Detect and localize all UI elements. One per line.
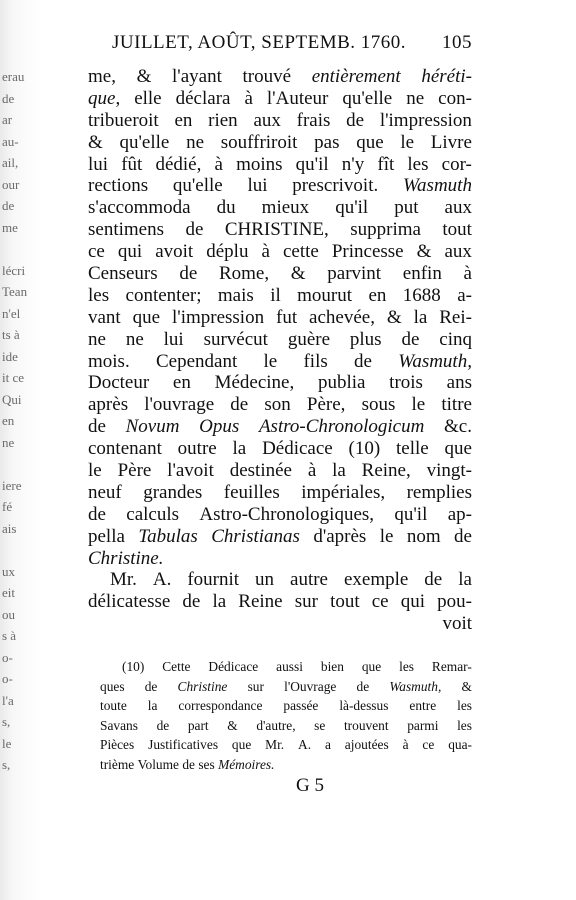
footnote-word: les xyxy=(457,717,472,733)
text-word: la xyxy=(458,569,472,591)
text-word: Astro-Chronologiques, xyxy=(199,503,375,525)
text-word: de xyxy=(179,263,198,285)
text-word: & xyxy=(416,241,432,263)
bleed-fragment: Qui xyxy=(2,391,22,407)
text-word: du xyxy=(216,197,236,219)
footnote-word: passée xyxy=(283,698,319,713)
bleed-fragment: me xyxy=(2,219,18,235)
text-word: à xyxy=(261,241,270,263)
text-word: n'y xyxy=(341,153,365,175)
footnote-word: ajoutées xyxy=(344,737,389,752)
text-word: mais xyxy=(217,284,254,306)
footnote-word: Dédicace xyxy=(208,659,259,674)
bleed-fragment: our xyxy=(2,176,20,192)
text-word: mois. xyxy=(88,350,130,372)
text-line xyxy=(88,241,472,263)
text-word: Censeurs xyxy=(88,263,158,285)
bleed-fragment: o- xyxy=(2,649,13,665)
text-word: telle xyxy=(396,438,429,460)
text-word: il xyxy=(270,284,281,306)
text-word: que xyxy=(444,438,472,460)
text-word: déplu xyxy=(206,241,249,263)
text-word: voit xyxy=(442,613,472,635)
text-word: tribueroit xyxy=(88,109,159,131)
bleed-fragment: s, xyxy=(2,757,11,772)
text-word: qu'elle xyxy=(342,87,393,109)
footnote-word: A. xyxy=(298,737,312,752)
text-line xyxy=(88,372,472,394)
text-word: pella xyxy=(88,525,125,547)
footnote-word: Remar- xyxy=(431,659,472,674)
bleed-fragment: eit xyxy=(2,585,15,600)
text-word: à xyxy=(244,87,253,109)
text-word: après xyxy=(88,394,129,416)
bleed-fragment xyxy=(2,776,28,798)
footnote-word: d'autre, xyxy=(256,717,296,733)
footnote-line xyxy=(100,735,472,755)
text-word: de xyxy=(185,219,204,241)
text-word: Novum xyxy=(125,416,180,438)
bleed-fragment xyxy=(2,797,28,819)
text-word: Rome, xyxy=(218,263,270,285)
text-word: grandes xyxy=(143,481,203,503)
text-word: Astro-Chronologicum xyxy=(258,416,425,438)
text-word: l'Auteur xyxy=(266,87,329,109)
bleed-fragment: fé xyxy=(2,499,13,514)
text-word: ne xyxy=(88,328,106,350)
text-word: autre xyxy=(290,569,328,591)
text-word: publia xyxy=(317,372,366,394)
text-word: parvint xyxy=(327,263,382,285)
text-word: qu'il xyxy=(295,153,329,175)
text-word: qui xyxy=(117,241,143,263)
footnote-word: toute xyxy=(100,698,127,713)
footnote-word: a xyxy=(324,737,331,752)
footnote-word: Volume xyxy=(137,756,179,772)
text-word: Docteur xyxy=(88,372,150,394)
footnote-word: aussi xyxy=(276,659,303,674)
footnote-word: qua- xyxy=(448,737,472,752)
bleed-fragment xyxy=(2,539,28,561)
text-word: tout xyxy=(330,591,360,613)
text-word: & xyxy=(386,306,402,328)
text-word: cor- xyxy=(441,153,472,175)
text-word: l'impression xyxy=(172,306,265,328)
text-word: Rei- xyxy=(439,306,472,328)
text-word: Tabulas xyxy=(138,525,198,547)
text-line xyxy=(88,482,472,504)
text-word: Père, xyxy=(306,394,346,416)
footnote-word: les xyxy=(399,659,414,674)
text-word: lui xyxy=(163,328,184,350)
text-word: de xyxy=(401,328,420,350)
text-word: le xyxy=(88,460,102,482)
footnote-word: ce xyxy=(422,737,435,752)
text-word: fils xyxy=(303,350,328,372)
footnote-word: que xyxy=(361,659,382,674)
text-line xyxy=(88,351,472,373)
footnote-line xyxy=(100,755,472,775)
text-word: dédié, xyxy=(155,153,202,175)
footnote-word: Justificatives xyxy=(148,737,219,752)
text-word: titre xyxy=(441,394,472,416)
page-number: 105 xyxy=(442,32,472,53)
bleed-fragment: s à xyxy=(2,628,17,643)
text-word: que, xyxy=(88,87,121,109)
text-word: que xyxy=(356,131,384,153)
text-word: aux xyxy=(444,197,472,219)
text-word: put xyxy=(394,197,419,219)
text-word: Reine, xyxy=(361,460,411,482)
text-word: héréti- xyxy=(421,66,472,87)
text-line xyxy=(88,88,472,110)
text-word: Livre xyxy=(430,131,472,153)
text-word: avoit xyxy=(155,241,194,263)
footnote-word: Mémoires. xyxy=(218,756,275,772)
text-word: lui xyxy=(247,175,268,197)
text-line xyxy=(88,219,472,241)
text-word: vingt- xyxy=(426,460,472,482)
text-line xyxy=(88,197,472,219)
footnote-word: Savans xyxy=(100,717,138,733)
text-word: aux xyxy=(444,241,472,263)
text-word: a- xyxy=(457,284,472,306)
text-word: Médecine, xyxy=(214,372,295,394)
text-word: la xyxy=(413,306,428,328)
text-word: la xyxy=(232,438,247,460)
text-word: de xyxy=(230,394,249,416)
bleed-fragment: ail, xyxy=(2,155,19,170)
text-word: Opus xyxy=(199,416,240,438)
footnote-word: entre xyxy=(409,698,437,713)
footnote-line xyxy=(100,657,472,677)
bleed-fragment: lécri xyxy=(2,262,26,278)
bleed-fragment: ne xyxy=(2,434,15,450)
text-word: pas xyxy=(314,131,340,153)
footnote-word: les xyxy=(457,698,472,713)
text-word: fît xyxy=(377,153,395,175)
text-word: souffriroit xyxy=(220,131,298,153)
text-word: supprima xyxy=(350,219,421,241)
footnote-word: à xyxy=(402,737,409,752)
text-word: & xyxy=(88,131,103,153)
text-word: guère xyxy=(287,328,331,350)
bleed-fragment: de xyxy=(2,90,15,106)
bleed-fragment: o- xyxy=(2,671,13,686)
text-line xyxy=(88,569,472,591)
text-word: en xyxy=(174,109,193,131)
text-line xyxy=(88,460,472,482)
text-word: & xyxy=(136,66,152,87)
text-word: en xyxy=(172,372,191,394)
text-line xyxy=(88,110,472,132)
text-word: de xyxy=(354,350,372,372)
text-word: &c. xyxy=(444,416,472,438)
footnote-word: que xyxy=(231,737,252,752)
text-word: sous xyxy=(361,394,396,416)
text-word: Wasmuth xyxy=(402,175,472,197)
text-word: con- xyxy=(438,87,472,109)
text-line xyxy=(88,526,472,548)
text-word: à xyxy=(307,460,317,482)
text-word: qui xyxy=(400,591,425,613)
text-line xyxy=(88,154,472,176)
bleed-fragment: it ce xyxy=(2,370,25,385)
footnote-word: & xyxy=(227,717,238,733)
text-line xyxy=(88,307,472,329)
bleed-fragment: ts à xyxy=(2,327,20,342)
footnote-word: trième xyxy=(100,756,135,772)
text-word: ne xyxy=(186,131,205,153)
footnote-word: de xyxy=(156,717,170,733)
text-word: le xyxy=(263,350,278,372)
text-word: achevée, xyxy=(309,306,375,328)
text-word: me, xyxy=(88,66,116,87)
text-word: Mr. xyxy=(110,569,137,591)
text-line xyxy=(88,175,472,197)
running-head-title: JUILLET, AOÛT, SEPTEMB. 1760. xyxy=(112,32,407,53)
bleed-fragment: n'el xyxy=(2,305,21,321)
footnote-line xyxy=(100,677,472,697)
facing-page-bleed-through xyxy=(2,66,28,819)
text-word: Christianas xyxy=(211,525,300,547)
text-word: nom xyxy=(406,525,441,547)
text-word: calculs xyxy=(126,503,180,525)
text-word: contenter; xyxy=(125,284,202,306)
bleed-fragment: ou xyxy=(2,606,15,622)
text-word: l'ayant xyxy=(172,66,222,87)
text-word: sentimens xyxy=(88,219,164,241)
text-word: frais xyxy=(296,109,331,131)
text-word: de xyxy=(454,525,472,547)
running-head xyxy=(112,32,472,54)
text-word: les xyxy=(407,153,429,175)
text-word: de xyxy=(182,591,201,613)
text-word: de xyxy=(346,109,365,131)
text-word: Christine. xyxy=(88,547,164,569)
text-word: de xyxy=(424,569,443,591)
text-word: qu'elle xyxy=(172,175,223,197)
text-line xyxy=(88,613,472,635)
text-word: ne xyxy=(125,328,144,350)
bleed-fragment: au- xyxy=(2,133,19,149)
text-word: tout xyxy=(442,219,472,241)
text-line xyxy=(88,438,472,460)
text-word: (10) xyxy=(348,438,381,460)
text-word: A. xyxy=(152,569,172,591)
bleed-fragment: l'a xyxy=(2,692,14,708)
text-line xyxy=(88,394,472,416)
text-word: l'ouvrage xyxy=(144,394,215,416)
bleed-fragment: de xyxy=(2,198,15,213)
text-word: Dédicace xyxy=(262,438,333,460)
text-word: survécut xyxy=(203,328,268,350)
footnote-word: ses xyxy=(198,756,215,772)
text-word: trois xyxy=(389,372,423,394)
text-word: le xyxy=(379,525,394,547)
text-line xyxy=(88,504,472,526)
text-word: s'accommoda xyxy=(88,197,191,219)
text-word: Wasmuth, xyxy=(398,350,472,372)
text-word: d'après xyxy=(313,525,367,547)
text-word: ce xyxy=(371,591,389,613)
text-word: Cependant xyxy=(155,350,238,372)
text-word: le xyxy=(411,394,426,416)
footnote-word: Christine xyxy=(177,678,228,694)
text-word: mieux xyxy=(261,197,310,219)
text-word: enfin xyxy=(402,263,442,285)
text-word: les xyxy=(88,284,110,306)
text-word: rien xyxy=(208,109,238,131)
footnote-word: la xyxy=(147,698,158,713)
bleed-fragment: ar xyxy=(2,112,13,127)
footnote-word: trouvent xyxy=(343,717,389,733)
text-word: plus xyxy=(349,328,382,350)
text-word: de xyxy=(88,503,106,525)
text-word: ce xyxy=(88,241,105,263)
bleed-fragment: erau xyxy=(2,69,25,84)
main-text xyxy=(88,66,472,635)
text-word: qu'elle xyxy=(119,131,170,153)
text-word: Père xyxy=(117,460,152,482)
text-word: neuf xyxy=(88,481,122,503)
text-line xyxy=(88,548,472,570)
bleed-fragment: ide xyxy=(2,348,18,364)
footnote-word: sur xyxy=(247,678,264,694)
text-word: ne xyxy=(406,87,425,109)
text-word: prescrivoit. xyxy=(292,175,379,197)
text-line xyxy=(88,263,472,285)
text-word: vant xyxy=(88,306,121,328)
text-word: outre xyxy=(177,438,217,460)
text-word: destinée xyxy=(229,460,292,482)
text-line xyxy=(88,416,472,438)
footnote-line xyxy=(100,716,472,736)
text-word: fût xyxy=(121,153,143,175)
text-word: la xyxy=(332,460,346,482)
text-word: rections xyxy=(88,175,149,197)
bleed-fragment: ux xyxy=(2,563,15,579)
text-word: l'avoit xyxy=(167,460,214,482)
text-word: lui xyxy=(88,153,109,175)
footnote-word: se xyxy=(314,717,326,733)
text-line xyxy=(88,285,472,307)
footnote-word: Pièces xyxy=(100,737,135,752)
footnote-word: de xyxy=(144,678,158,694)
text-word: la xyxy=(212,591,227,613)
text-word: ap- xyxy=(447,503,472,525)
footnote-word: de xyxy=(356,678,370,694)
bleed-fragment: ais xyxy=(2,520,17,536)
text-word: que xyxy=(132,306,161,328)
footnote-word: l'Ouvrage xyxy=(284,678,337,694)
text-word: CHRISTINE, xyxy=(224,219,329,241)
bleed-fragment: Tean xyxy=(2,284,28,299)
text-word: l'impression xyxy=(379,109,472,131)
bleed-fragment: iere xyxy=(2,477,22,493)
footnote-word: Mr. xyxy=(265,737,285,752)
text-word: remplies xyxy=(406,481,472,503)
footnote-word: bien xyxy=(320,659,344,674)
text-line xyxy=(88,591,472,613)
text-word: à xyxy=(463,263,472,285)
text-word: pou- xyxy=(437,591,472,613)
text-word: en xyxy=(368,284,387,306)
footnote-word: Wasmuth, xyxy=(389,678,442,694)
footnote-word: Cette xyxy=(162,659,191,674)
text-word: impériales, xyxy=(301,481,386,503)
footnote-word: & xyxy=(461,678,472,694)
text-word: Princesse xyxy=(331,241,404,263)
footnote-word: parmi xyxy=(407,717,439,733)
footnote-word: là-dessus xyxy=(339,698,389,713)
text-word: & xyxy=(290,263,306,285)
text-word: moins xyxy=(236,153,283,175)
text-line xyxy=(88,66,472,88)
text-word: 1688 xyxy=(402,284,441,306)
footnote-line xyxy=(100,696,472,716)
text-word: fournit xyxy=(187,569,240,591)
text-word: son xyxy=(264,394,291,416)
text-word: déclara xyxy=(175,87,231,109)
text-word: le xyxy=(400,131,415,153)
text-word: feuilles xyxy=(223,481,280,503)
bleed-fragment: en xyxy=(2,413,15,428)
text-word: elle xyxy=(134,87,162,109)
text-word: de xyxy=(88,416,106,438)
text-word: Reine xyxy=(238,591,283,613)
footnote xyxy=(100,657,472,774)
text-word: cinq xyxy=(439,328,472,350)
bleed-fragment: s, xyxy=(2,714,11,729)
bleed-fragment xyxy=(2,238,28,260)
text-word: entièrement xyxy=(311,66,401,87)
signature-mark: G 5 xyxy=(296,775,324,796)
text-word: qu'il xyxy=(335,197,369,219)
text-line xyxy=(88,132,472,154)
text-word: qu'il xyxy=(394,503,428,525)
text-word: aux xyxy=(253,109,281,131)
text-line xyxy=(88,329,472,351)
text-word: cette xyxy=(282,241,319,263)
footnote-word: de xyxy=(182,756,195,772)
bleed-fragment: le xyxy=(2,735,12,751)
text-word: à xyxy=(214,153,223,175)
text-word: fut xyxy=(276,306,298,328)
footnote-word: part xyxy=(187,717,209,733)
text-word: sur xyxy=(294,591,318,613)
text-word: contenant xyxy=(88,438,162,460)
text-word: exemple xyxy=(343,569,409,591)
footnote-word: ques xyxy=(100,678,125,694)
text-word: trouvé xyxy=(242,66,292,87)
bleed-fragment xyxy=(2,453,28,475)
text-word: ans xyxy=(446,372,472,394)
text-word: un xyxy=(255,569,275,591)
text-word: délicatesse xyxy=(88,591,171,613)
text-word: mourut xyxy=(297,284,353,306)
footnote-word: (10) xyxy=(122,659,145,674)
footnote-word: correspondance xyxy=(178,698,263,713)
